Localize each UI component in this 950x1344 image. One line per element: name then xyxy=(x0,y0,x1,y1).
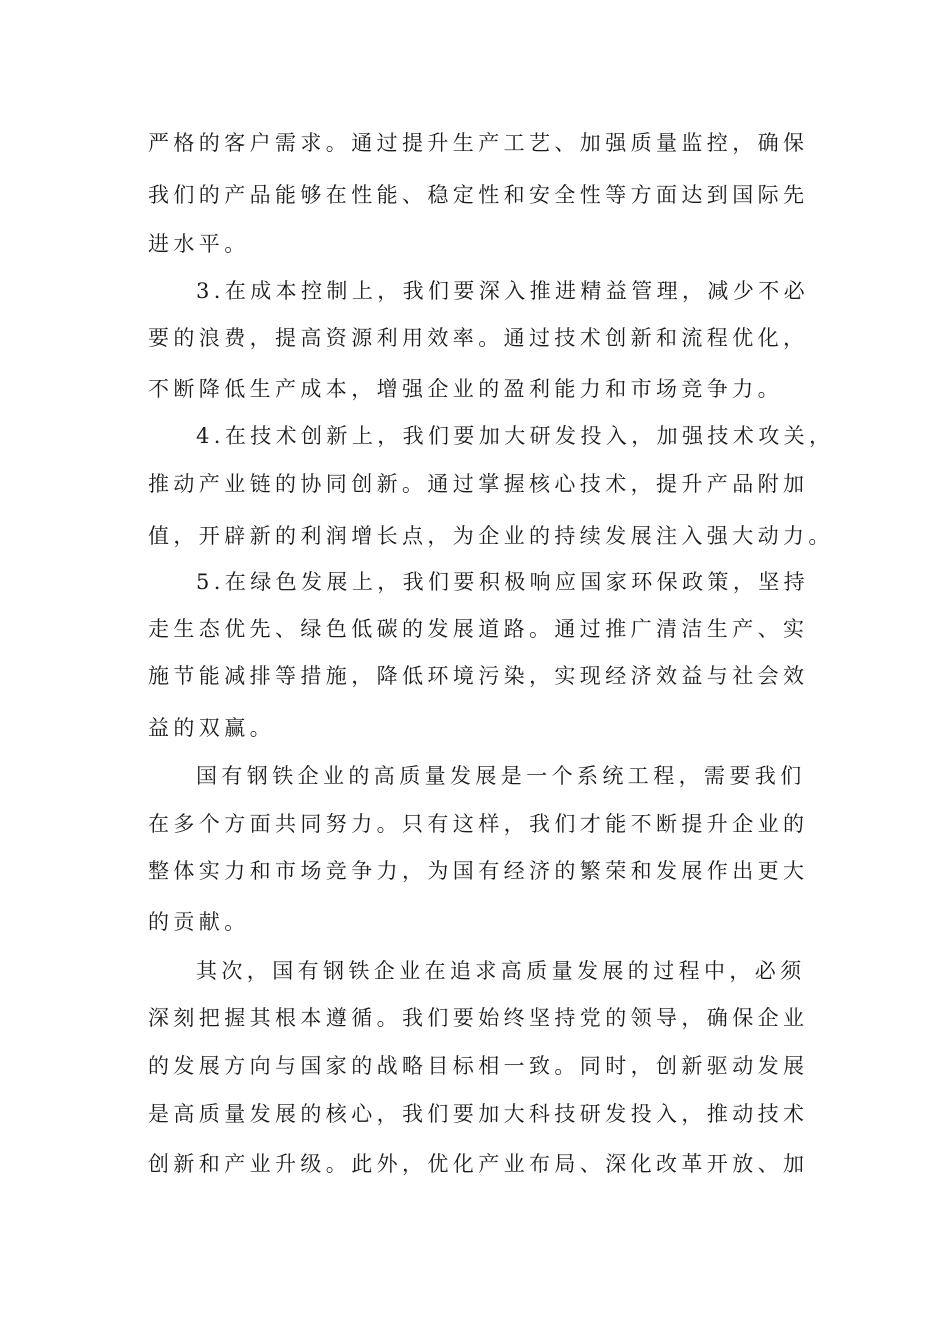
text-line: 严格的客户需求。通过提升生产工艺、加强质量监控，确保 xyxy=(148,131,809,155)
text-line: 的贡献。 xyxy=(148,910,250,934)
text-line: 施节能减排等措施，降低环境污染，实现经济效益与社会效 xyxy=(148,664,809,688)
text-line: 深刻把握其根本遵循。我们要始终坚持党的领导，确保企业 xyxy=(148,1006,809,1030)
text-line: 是高质量发展的核心，我们要加大科技研发投入，推动技术 xyxy=(148,1102,809,1126)
text-line: 我们的产品能够在性能、稳定性和安全性等方面达到国际先 xyxy=(148,183,809,207)
text-line: 要的浪费，提高资源利用效率。通过技术创新和流程优化， xyxy=(148,326,809,350)
text-line: 益的双赢。 xyxy=(148,716,275,740)
text-line: 推动产业链的协同创新。通过掌握核心技术，提升产品附加 xyxy=(148,472,809,496)
text-line: 走生态优先、绿色低碳的发展道路。通过推广清洁生产、实 xyxy=(148,617,809,641)
text-line: 进水平。 xyxy=(148,232,250,256)
text-line: 创新和产业升级。此外，优化产业布局、深化改革开放、加 xyxy=(148,1152,809,1176)
text-line: 其次，国有钢铁企业在追求高质量发展的过程中，必须 xyxy=(196,959,806,983)
text-line: 值，开辟新的利润增长点，为企业的持续发展注入强大动力。 xyxy=(148,524,834,548)
text-line: 5.在绿色发展上，我们要积极响应国家环保政策，坚持 xyxy=(196,570,810,594)
text-line: 4.在技术创新上，我们要加大研发投入，加强技术攻关， xyxy=(196,424,835,448)
text-line: 在多个方面共同努力。只有这样，我们才能不断提升企业的 xyxy=(148,812,809,836)
text-line: 的发展方向与国家的战略目标相一致。同时，创新驱动发展 xyxy=(148,1054,809,1078)
text-line: 3.在成本控制上，我们要深入推进精益管理，减少不必 xyxy=(196,279,810,303)
text-line: 不断降低生产成本，增强企业的盈利能力和市场竞争力。 xyxy=(148,377,783,401)
text-line: 国有钢铁企业的高质量发展是一个系统工程，需要我们 xyxy=(196,764,806,788)
text-line: 整体实力和市场竞争力，为国有经济的繁荣和发展作出更大 xyxy=(148,859,809,883)
